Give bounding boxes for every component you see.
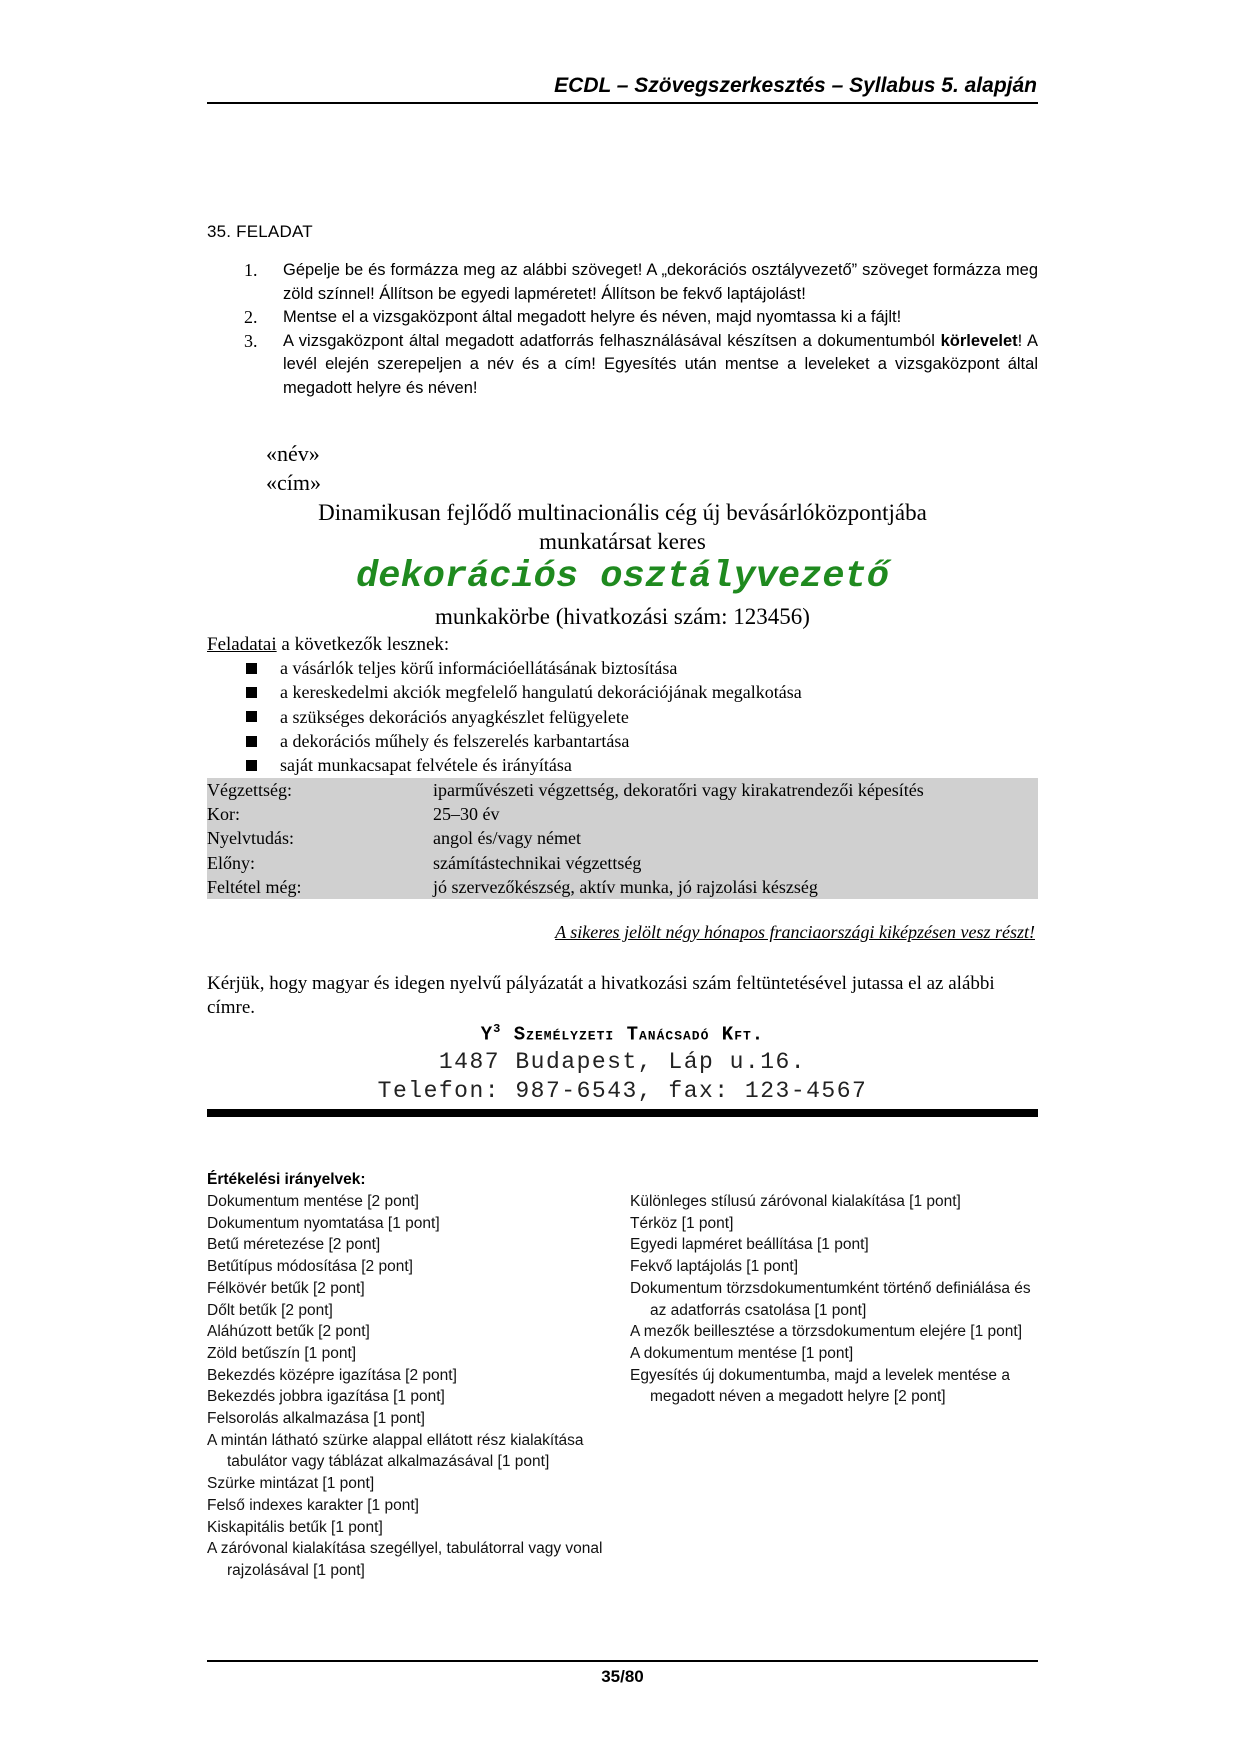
- company-superscript: 3: [493, 1022, 502, 1036]
- requirement-key: Előny:: [207, 852, 255, 873]
- task-title: 35. FELADAT: [207, 222, 313, 241]
- list-item: Felsorolás alkalmazása [1 pont]: [207, 1410, 425, 1428]
- requirement-key: Feltétel még:: [207, 876, 302, 897]
- list-item: Bekezdés jobbra igazítása [1 pont]: [207, 1388, 445, 1406]
- list-item: A mezők beillesztése a törzsdokumentum elejére [1 pont]: [630, 1323, 1023, 1341]
- list-item: [246, 680, 802, 704]
- list-item: [246, 656, 802, 680]
- list-item: [246, 729, 802, 753]
- evaluation-title: Értékelési irányelvek:: [207, 1171, 366, 1188]
- list-item: Különleges stílusú záróvonal kialakítása [1 pont]: [630, 1193, 961, 1210]
- table-row: [207, 875, 1038, 899]
- requirement-key: Végzettség:: [207, 780, 292, 800]
- task-text: Mentse el a vizsgaközpont által megadott helyre és néven, majd nyomtassa ki a fájlt!: [283, 308, 902, 326]
- table-row: [207, 778, 1038, 802]
- list-item: Zöld betűszín [1 pont]: [207, 1344, 357, 1362]
- company-phone: Telefon: 987-6543, fax: 123-4567: [377, 1078, 868, 1104]
- list-item: Szürke mintázat [1 pont]: [207, 1475, 375, 1493]
- task-number: 2.: [244, 307, 258, 327]
- list-item: Bekezdés középre igazítása [2 pont]: [207, 1366, 457, 1384]
- bullet-square-icon: [246, 687, 257, 698]
- list-item: Dokumentum mentése [2 pont]: [207, 1193, 419, 1210]
- list-item: Egyedi lapméret beállítása [1 pont]: [630, 1236, 869, 1254]
- evaluation-column-left: [207, 1191, 627, 1582]
- company-rest: Személyzeti Tanácsadó Kft.: [501, 1023, 765, 1046]
- task-text-part: ! A levél elején szerepeljen a név és a cím! Egyesítés után mentse a leveleket a vizsgaközpont által megadott helyre és néven!: [283, 331, 1039, 397]
- job-title: dekorációs osztályvezető: [356, 556, 889, 598]
- list-item: A záróvonal kialakítása szegéllyel, tabulátorral vagy vonal rajzolásával [1 pont]: [207, 1540, 603, 1579]
- task-item: [244, 330, 1038, 401]
- merge-field-address: «cím»: [266, 470, 321, 495]
- header-rule: [207, 102, 1038, 104]
- bullet-square-icon: [246, 736, 257, 747]
- task-item: [244, 306, 1038, 330]
- company-name: [207, 1022, 1038, 1045]
- page-number: 35/80: [601, 1667, 644, 1686]
- table-row: [207, 851, 1038, 875]
- bullet-square-icon: [246, 663, 257, 674]
- duty-text: saját munkacsapat felvétele és irányítása: [280, 755, 572, 776]
- task-text-bold: körlevelet: [940, 331, 1018, 350]
- company-address: 1487 Budapest, Láp u.16.: [438, 1049, 807, 1075]
- list-item: Aláhúzott betűk [2 pont]: [207, 1323, 370, 1341]
- requirement-value: számítástechnikai végzettség: [433, 852, 642, 873]
- list-item: Egyesítés új dokumentumba, majd a levelek mentése a megadott néven a megadott helyre [2 pont]: [630, 1366, 1010, 1406]
- intro-line-1: Dinamikusan fejlődő multinacionális cég új bevásárlóközpontjába: [318, 500, 927, 525]
- list-item: Betű méretezése [2 pont]: [207, 1236, 381, 1254]
- list-item: Dokumentum törzsdokumentumként történő definiálása és az adatforrás csatolása [1 pont]: [630, 1279, 1031, 1319]
- list-item: [246, 753, 802, 777]
- duty-text: a szükséges dekorációs anyagkészlet felügyelete: [280, 706, 629, 727]
- table-row: [207, 826, 1038, 850]
- job-reference: munkakörbe (hivatkozási szám: 123456): [435, 604, 810, 629]
- duties-list: [246, 656, 802, 777]
- requirement-value: iparművészeti végzettség, dekoratőri vagy kirakatrendezői képesítés: [433, 780, 924, 800]
- requirements-table: [207, 778, 1038, 899]
- table-row: [207, 802, 1038, 826]
- merge-field-name: «név»: [266, 441, 320, 466]
- intro-line-2: munkatársat keres: [539, 529, 706, 554]
- duties-label-underlined: Feladatai: [207, 634, 277, 655]
- closing-rule: [207, 1109, 1038, 1117]
- duty-text: a dekorációs műhely és felszerelés karbantartása: [280, 730, 630, 751]
- list-item: Betűtípus módosítása [2 pont]: [207, 1258, 413, 1276]
- letter-intro: [207, 498, 1038, 556]
- requirement-value: angol és/vagy német: [433, 828, 581, 849]
- footer-rule: [207, 1660, 1038, 1662]
- training-notice: A sikeres jelölt négy hónapos franciaországi kiképzésen vesz részt!: [555, 922, 1035, 942]
- requirement-key: Kor:: [207, 804, 240, 825]
- list-item: Félkövér betűk [2 pont]: [207, 1279, 365, 1297]
- requirement-key: Nyelvtudás:: [207, 828, 294, 849]
- duty-text: a kereskedelmi akciók megfelelő hangulatú dekorációjának megalkotása: [280, 682, 802, 703]
- list-item: [246, 705, 802, 729]
- requirement-value: jó szervezőkészség, aktív munka, jó rajzolási készség: [433, 876, 818, 897]
- task-number: 1.: [244, 260, 258, 280]
- evaluation-column-right: [630, 1191, 1040, 1408]
- page-header-title: ECDL – Szövegszerkesztés – Syllabus 5. alapján: [554, 74, 1037, 97]
- duty-text: a vásárlók teljes körű információellátásának biztosítása: [280, 658, 678, 678]
- application-text: Kérjük, hogy magyar és idegen nyelvű pályázatát a hivatkozási szám feltüntetésével jutassa el az alábbi címre.: [207, 973, 995, 1018]
- bullet-square-icon: [246, 711, 257, 722]
- list-item: Kiskapitális betűk [1 pont]: [207, 1518, 383, 1536]
- list-item: A mintán látható szürke alappal ellátott rész kialakítása tabulátor vagy táblázat alkalmazásával [1 pont]: [207, 1431, 584, 1471]
- list-item: Felső indexes karakter [1 pont]: [207, 1496, 419, 1514]
- list-item: Dőlt betűk [2 pont]: [207, 1301, 333, 1319]
- task-text: [283, 330, 1038, 401]
- task-number: 3.: [244, 330, 258, 351]
- task-item: [244, 259, 1038, 306]
- list-item: Térköz [1 pont]: [630, 1214, 734, 1232]
- bullet-square-icon: [246, 760, 257, 771]
- duties-label-rest: a következők lesznek:: [276, 634, 450, 655]
- task-text: Gépelje be és formázza meg az alábbi szöveget! A „dekorációs osztályvezető” szöveget formázza meg zöld színnel! Állítson be egyedi lapméretet! Állítson be fekvő laptájolást!: [283, 261, 1038, 303]
- task-list: [244, 259, 1038, 400]
- company-prefix: Y: [480, 1023, 494, 1046]
- duties-label: [207, 634, 449, 656]
- task-text-part: A vizsgaközpont által megadott adatforrás felhasználásával készítsen a dokumentumból: [283, 331, 941, 350]
- list-item: A dokumentum mentése [1 pont]: [630, 1344, 854, 1362]
- requirement-value: 25–30 év: [433, 804, 500, 825]
- list-item: Dokumentum nyomtatása [1 pont]: [207, 1214, 440, 1232]
- list-item: Fekvő laptájolás [1 pont]: [630, 1258, 799, 1276]
